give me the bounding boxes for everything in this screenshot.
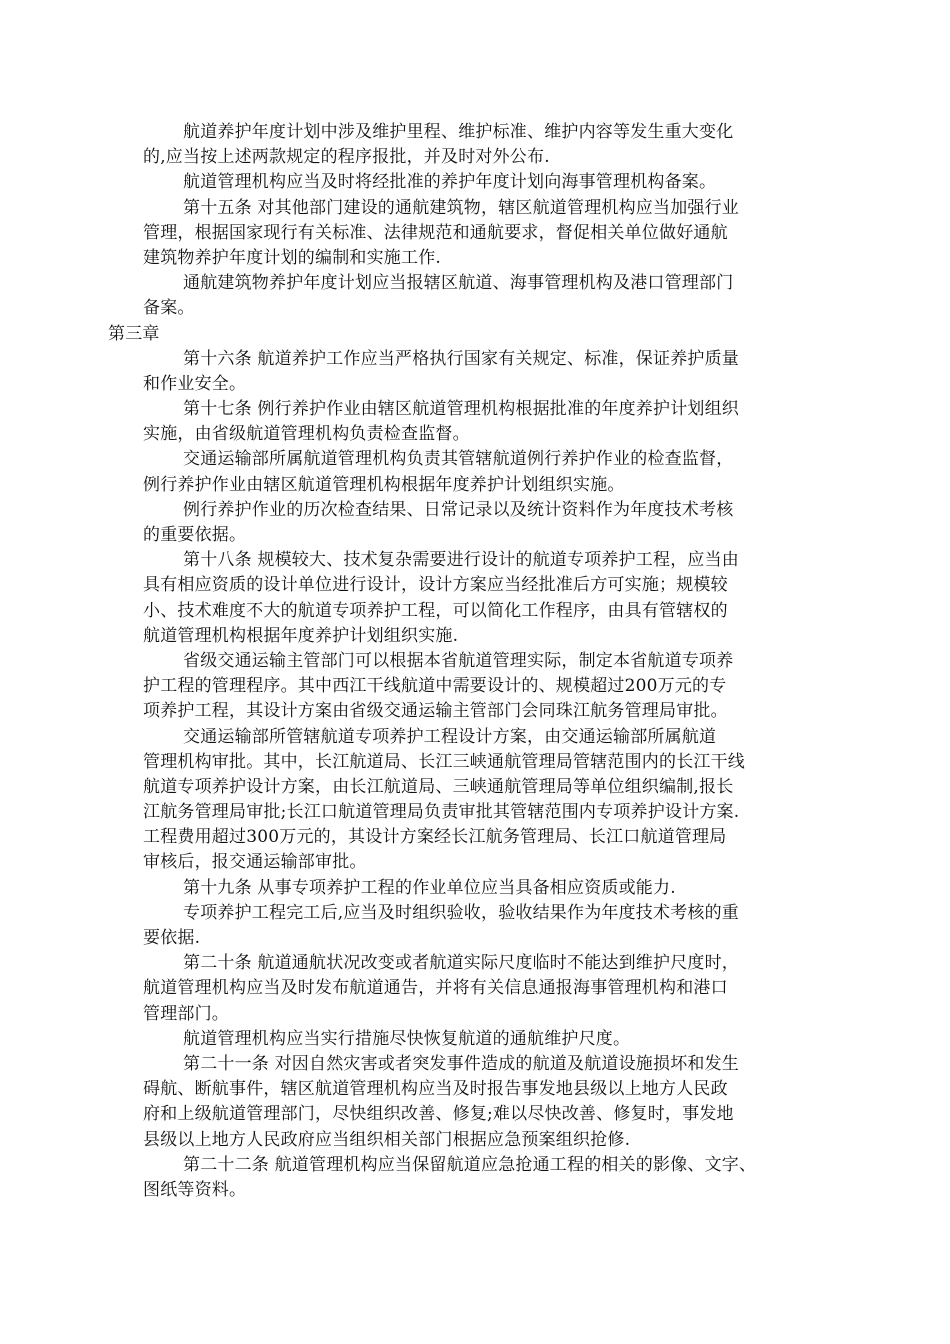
text-line: 第十八条 规模较大、技术复杂需要进行设计的航道专项养护工程，应当由 [183, 550, 740, 571]
text-line: 第十九条 从事专项养护工程的作业单位应当具备相应资质或能力. [183, 877, 676, 898]
text-line: 实施，由省级航道管理机构负责检查监督。 [143, 424, 470, 445]
text-line: 航道专项养护设计方案，由长江航道局、三峡通航管理局等单位组织编制,报长 [143, 776, 734, 797]
text-line: 要依据. [143, 928, 201, 948]
text-line: 省级交通运输主管部门可以根据本省航道管理实际，制定本省航道专项养 [183, 650, 734, 671]
text-line: 例行养护作业由辖区航道管理机构根据年度养护计划组织实施。 [143, 474, 625, 495]
text-line: 管理部门。 [143, 1003, 229, 1024]
text-line: 第十五条 对其他部门建设的通航建筑物，辖区航道管理机构应当加强行业 [183, 197, 740, 218]
text-line: 审核后，报交通运输部审批。 [143, 852, 367, 873]
text-line: 江航务管理局审批;长江口航道管理局负责审批其管辖范围内专项养护设计方案. [143, 802, 740, 823]
text-line: 第二十条 航道通航状况改变或者航道实际尺度临时不能达到维护尺度时， [183, 953, 740, 974]
text-line: 的,应当按上述两款规定的程序报批，并及时对外公布. [143, 147, 550, 168]
text-line: 第二十二条 航道管理机构应当保留航道应急抢通工程的相关的影像、文字、 [183, 1154, 757, 1175]
text-line: 和作业安全。 [143, 373, 247, 394]
text-line: 建筑物养护年度计划的编制和实施工作. [143, 247, 442, 268]
text-line: 碍航、断航事件，辖区航道管理机构应当及时报告事发地县级以上地方人民政 [143, 1079, 728, 1100]
text-line: 第十七条 例行养护作业由辖区航道管理机构根据批准的年度养护计划组织 [183, 399, 740, 420]
text-line: 通航建筑物养护年度计划应当报辖区航道、海事管理机构及港口管理部门 [183, 273, 734, 294]
text-line: 护工程的管理程序。其中西江干线航道中需要设计的、规模超过200万元的专 [143, 676, 727, 697]
text-line: 小、技术难度不大的航道专项养护工程，可以简化工作程序，由具有管辖权的 [143, 600, 728, 621]
text-line: 工程费用超过300万元的，其设计方案经长江航务管理局、长江口航道管理局 [143, 827, 727, 848]
text-line: 专项养护工程完工后,应当及时组织验收，验收结果作为年度技术考核的重 [183, 902, 740, 923]
text-line: 县级以上地方人民政府应当组织相关部门根据应急预案组织抢修. [143, 1129, 631, 1150]
text-line: 航道管理机构根据年度养护计划组织实施. [143, 625, 459, 646]
text-line: 管理，根据国家现行有关标准、法律规范和通航要求，督促相关单位做好通航 [143, 222, 728, 243]
text-line: 航道管理机构应当实行措施尽快恢复航道的通航维护尺度。 [183, 1028, 631, 1049]
text-line: 图纸等资料。 [143, 1179, 247, 1200]
text-line: 交通运输部所属航道管理机构负责其管辖航道例行养护作业的检查监督， [183, 449, 734, 470]
text-line: 备案。 [143, 298, 195, 319]
chapter-heading: 第三章 [108, 323, 160, 344]
text-line: 第十六条 航道养护工作应当严格执行国家有关规定、标准，保证养护质量 [183, 348, 740, 369]
text-line: 航道管理机构应当及时将经批准的养护年度计划向海事管理机构备案。 [183, 172, 717, 193]
text-line: 府和上级航道管理部门，尽快组织改善、修复;难以尽快改善、修复时，事发地 [143, 1104, 734, 1125]
text-line: 交通运输部所管辖航道专项养护工程设计方案，由交通运输部所属航道 [183, 726, 717, 747]
text-line: 例行养护作业的历次检查结果、日常记录以及统计资料作为年度技术考核 [183, 499, 734, 520]
text-line: 具有相应资质的设计单位进行设计，设计方案应当经批准后方可实施；规模较 [143, 575, 728, 596]
document-body [108, 120, 808, 1203]
text-line: 第二十一条 对因自然灾害或者突发事件造成的航道及航道设施损坏和发生 [183, 1053, 740, 1074]
text-line: 项养护工程，其设计方案由省级交通运输主管部门会同珠江航务管理局审批。 [143, 701, 728, 722]
text-line: 的重要依据。 [143, 525, 247, 545]
text-line: 管理机构审批。其中，长江航道局、长江三峡通航管理局管辖范围内的长江干线 [143, 751, 745, 772]
text-line: 航道养护年度计划中涉及维护里程、维护标准、维护内容等发生重大变化 [183, 122, 734, 142]
text-line: 航道管理机构应当及时发布航道通告，并将有关信息通报海事管理机构和港口 [143, 978, 728, 999]
